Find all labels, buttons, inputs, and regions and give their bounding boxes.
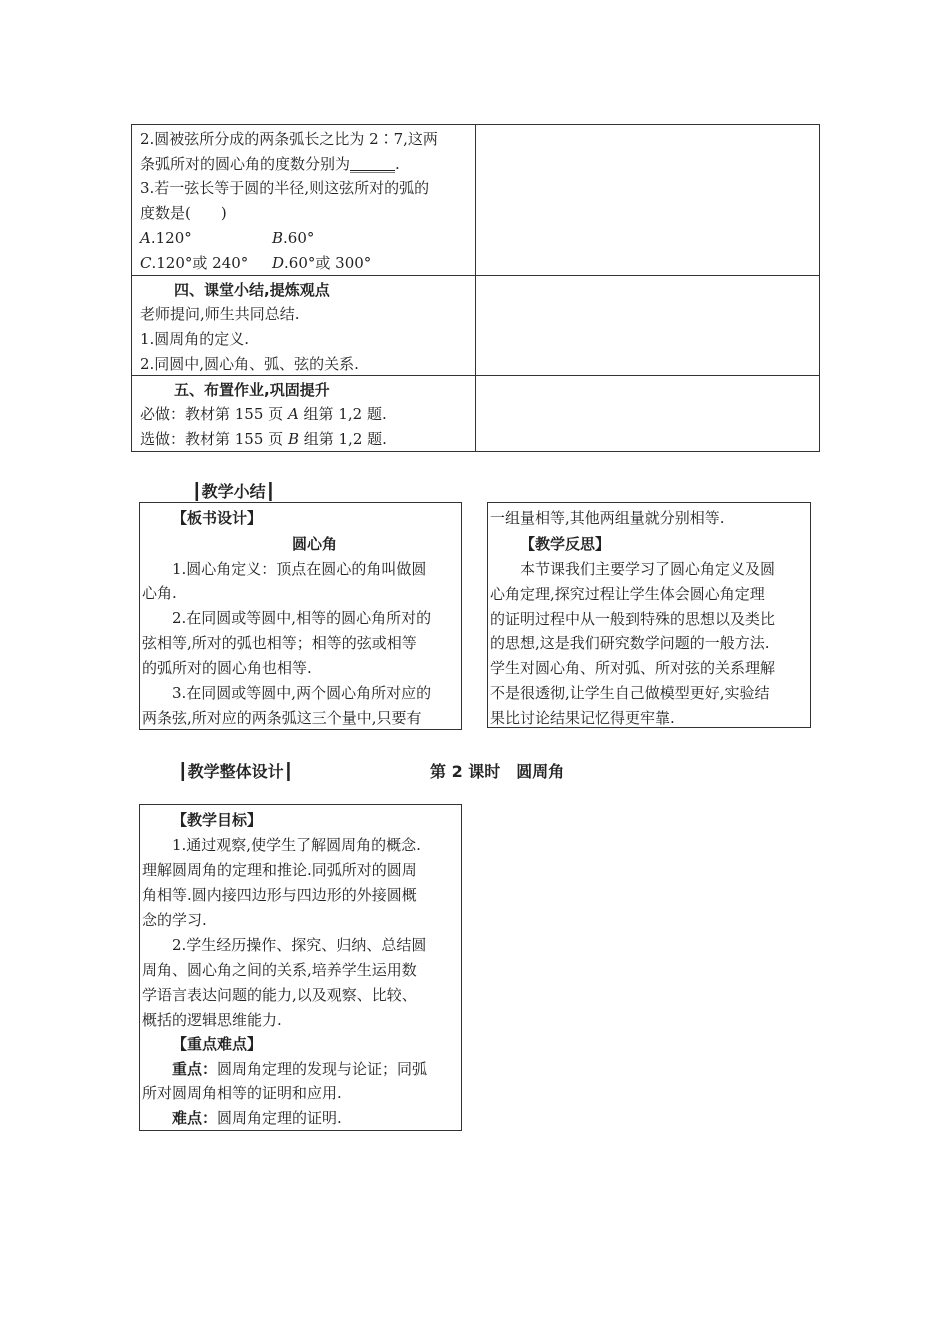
objective-line: 学语言表达问题的能力,以及观察、比较、 bbox=[142, 986, 417, 1004]
option-b: B.60° bbox=[272, 229, 315, 247]
q3-line1: 3.若一弦长等于圆的半径,则这弦所对的弧的 bbox=[140, 179, 430, 197]
objectives-title: 【教学目标】 bbox=[172, 811, 263, 829]
objective-line: 2.学生经历操作、探究、归纳、总结圆 bbox=[172, 936, 427, 954]
reflection-box bbox=[487, 502, 811, 728]
q2-line1: 2.圆被弦所分成的两条弧长之比为 2∶7,这两 bbox=[140, 130, 438, 148]
notes-cell-2 bbox=[475, 276, 820, 376]
summary-cell bbox=[132, 276, 476, 376]
objective-line: 角相等.圆内接四边形与四边形的外接圆概 bbox=[142, 886, 417, 904]
homework-cell bbox=[132, 376, 476, 452]
difficulty-line: 难点：圆周角定理的证明. bbox=[172, 1109, 342, 1127]
reflection-line: 学生对圆心角、所对弧、所对弦的关系理解 bbox=[490, 659, 776, 677]
board-line: 2.在同圆或等圆中,相等的圆心角所对的 bbox=[172, 609, 432, 627]
board-design-box bbox=[139, 502, 462, 730]
reflection-title: 【教学反思】 bbox=[520, 535, 611, 553]
board-line: 两条弦,所对应的两条弧这三个量中,只要有 bbox=[142, 709, 422, 727]
reflection-line: 的思想,这是我们研究数学问题的一般方法. bbox=[490, 634, 770, 652]
option-a: A.120° bbox=[140, 229, 192, 247]
objective-line: 周角、圆心角之间的关系,培养学生运用数 bbox=[142, 961, 417, 979]
objective-line: 理解圆周角的定理和推论.同弧所对的圆周 bbox=[142, 861, 417, 879]
summary-heading: ┃教学小结┃ bbox=[192, 482, 276, 501]
notes-cell-1 bbox=[475, 125, 820, 276]
design-heading: ┃教学整体设计┃ bbox=[178, 762, 294, 781]
notes-cell-3 bbox=[475, 376, 820, 452]
lesson-table bbox=[131, 124, 820, 452]
reflection-line: 不是很透彻,让学生自己做模型更好,实验结 bbox=[490, 684, 770, 702]
option-d: D.60°或 300° bbox=[272, 254, 372, 272]
reflection-continuation: 一组量相等,其他两组量就分别相等. bbox=[490, 509, 725, 527]
objective-line: 1.通过观察,使学生了解圆周角的概念. bbox=[172, 836, 421, 854]
lesson-title: 第 2 课时 圆周角 bbox=[430, 762, 565, 781]
board-line: 3.在同圆或等圆中,两个圆心角所对应的 bbox=[172, 684, 432, 702]
key-points-title: 【重点难点】 bbox=[172, 1035, 263, 1053]
homework-title: 五、布置作业,巩固提升 bbox=[174, 381, 330, 399]
key-point-line: 重点：圆周角定理的发现与论证；同弧 bbox=[172, 1060, 428, 1078]
answer-blank: ______ bbox=[350, 155, 396, 173]
reflection-line: 心角定理,探究过程让学生体会圆心角定理 bbox=[490, 585, 765, 603]
exercise-cell bbox=[132, 125, 476, 276]
summary-line3: 2.同圆中,圆心角、弧、弦的关系. bbox=[140, 355, 359, 373]
board-title: 【板书设计】 bbox=[172, 509, 263, 527]
board-line: 的弧所对的圆心角也相等. bbox=[142, 659, 312, 677]
q3-line2: 度数是( ) bbox=[140, 204, 227, 222]
board-line: 1.圆心角定义：顶点在圆心的角叫做圆 bbox=[172, 560, 427, 578]
objective-line: 念的学习. bbox=[142, 911, 207, 929]
homework-required: 必做：教材第 155 页 A 组第 1,2 题. bbox=[140, 405, 387, 423]
option-c: C.120°或 240° bbox=[140, 254, 249, 272]
reflection-line: 果比讨论结果记忆得更牢靠. bbox=[490, 709, 675, 727]
summary-title: 四、课堂小结,提炼观点 bbox=[174, 281, 330, 299]
board-line: 弦相等,所对的弧也相等；相等的弦或相等 bbox=[142, 634, 417, 652]
objective-line: 概括的逻辑思维能力. bbox=[142, 1011, 282, 1029]
homework-optional: 选做：教材第 155 页 B 组第 1,2 题. bbox=[140, 430, 387, 448]
key-point-line2: 所对圆周角相等的证明和应用. bbox=[142, 1084, 342, 1102]
q2-line2: 条弧所对的圆心角的度数分别为______. bbox=[140, 155, 400, 173]
summary-line1: 老师提问,师生共同总结. bbox=[140, 305, 300, 323]
board-line: 心角. bbox=[142, 584, 177, 602]
reflection-line: 的证明过程中从一般到特殊的思想以及类比 bbox=[490, 610, 776, 628]
summary-line2: 1.圆周角的定义. bbox=[140, 330, 250, 348]
reflection-line: 本节课我们主要学习了圆心角定义及圆 bbox=[520, 560, 776, 578]
objectives-box bbox=[139, 804, 462, 1131]
board-subtitle: 圆心角 bbox=[292, 535, 338, 553]
